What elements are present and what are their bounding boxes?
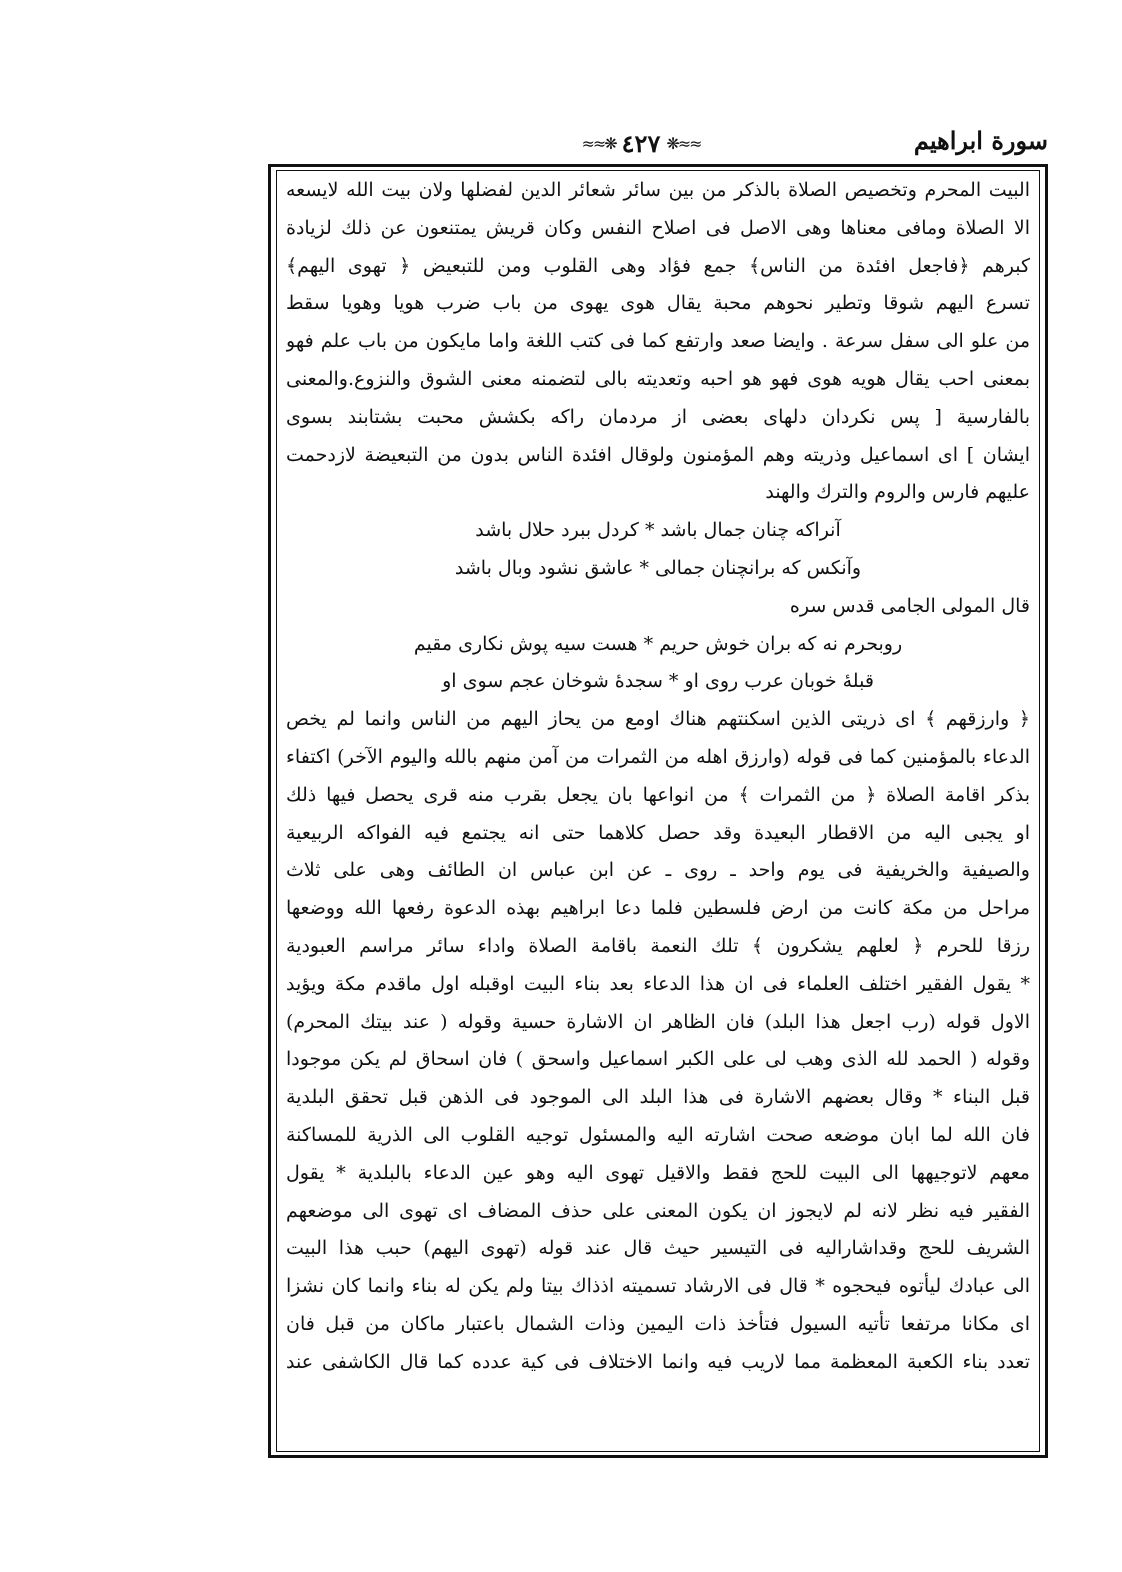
text-line: كبرهم ﴿فاجعل افئدة من الناس﴾ جمع فؤاد وهى القلوب ومن للتبعيض ﴿ تهوى اليهم﴾ — [286, 254, 1030, 277]
page-header — [268, 126, 1048, 162]
text-line: الى عبادك ليأتوه فيحجوه * قال فى الارشاد تسميته اذذاك بيتا ولم يكن له بناء وانما كان نشزا — [286, 1275, 1030, 1298]
attribution-line: قال المولى الجامى قدس سره — [789, 594, 1030, 617]
text-line: ﴿ وارزقهم ﴾ اى ذريتى الذين اسكنتهم هناك اومع من يحاز اليهم من الناس وانما لم يخص — [286, 708, 1030, 731]
surah-name: سورة ابراهيم — [913, 126, 1048, 155]
verse-line: قبلهٔ خوبان عرب روى او * سجدهٔ شوخان عجم سوى او — [442, 670, 874, 693]
text-line: البيت المحرم وتخصيص الصلاة بالذكر من بين سائر شعائر الدين لفضلها ولان بيت الله لايسعه — [286, 179, 1030, 201]
text-line: من علو الى سفل سرعة . وايضا صعد وارتفع كما فى كتب اللغة واما مايكون من باب علم فهو — [286, 330, 1030, 353]
text-line: بالفارسية [ پس نكردان دلهاى بعضى از مردمان راكه بكشش محبت بشتابند بسوى — [286, 405, 1030, 428]
text-line: الا الصلاة ومافى معناها وهى الاصل فى اصلاح النفس وكان قريش يمتنعون عن ذلك لزيادة — [286, 216, 1030, 239]
text-line: الدعاء بالمؤمنين كما فى قوله (وارزق اهله من الثمرات من آمن منهم بالله واليوم الآخر) اكتفاء — [286, 745, 1030, 768]
text-line: * يقول الفقير اختلف العلماء فى ان هذا الدعاء بعد بناء البيت اوقبله اول ماقدم مكة ويؤيد — [286, 972, 1030, 995]
text-line: مراحل من مكة كانت من ارض فلسطين فلما دعا ابراهيم بهذه الدعوة رفعها الله ووضعها — [286, 897, 1030, 920]
text-line: الشريف للحج وقداشاراليه فى التيسير حيث قال عند قوله (تهوى اليهم) حبب هذا البيت — [286, 1237, 1030, 1260]
text-line: اى مكانا مرتفعا تأتيه السيول فتأخذ ذات اليمين وذات الشمال باعتبار ماكان من قبل فان — [286, 1312, 1030, 1335]
text-line: او يجبى اليه من الاقطار البعيدة وقد حصل كلاهما حتى انه يجتمع فيه الفواكه الربيعية — [286, 821, 1030, 844]
text-line: الاول قوله (رب اجعل هذا البلد) فان الظاهر ان الاشارة حسية وقوله ( عند بيتك المحرم) — [286, 1010, 1030, 1033]
text-line: قبل البناء * وقال بعضهم الاشارة فى هذا البلد الى الموجود فى الذهن قبل تحقق البلدية — [286, 1086, 1030, 1109]
verse-line: آنراكه چنان جمال باشد * كردل ببرد حلال باشد — [475, 519, 841, 542]
text-line: الفقير فيه نظر لانه لم لايجوز ان يكون المعنى على حذف المضاف اى تهوى الى موضعهم — [286, 1199, 1030, 1222]
text-line: تسرع اليهم شوقا وتطير نحوهم محبة يقال هوى يهوى من باب ضرب هويا وهويا سقط — [286, 292, 1030, 315]
page-number: ٤٢٧ — [621, 128, 661, 158]
text-line: بذكر اقامة الصلاة ﴿ من الثمرات ﴾ من انواعها بان يجعل بقرب منه قرى يحصل فيها ذلك — [286, 783, 1030, 806]
text-line: وقوله ( الحمد لله الذى وهب لى على الكبر اسماعيل واسحق ) فان اسحاق لم يكن موجودا — [286, 1048, 1030, 1071]
text-line: رزقا للحرم ﴿ لعلهم يشكرون ﴾ تلك النعمة باقامة الصلاة واداء سائر مراسم العبودية — [286, 934, 1030, 957]
text-line: معهم لاتوجيهها الى البيت للحج فقط والاقيل تهوى اليه وهو عين الدعاء بالبلدية * يقول — [286, 1161, 1030, 1184]
text-line: ايشان ] اى اسماعيل وذريته وهم المؤمنون ولوقال افئدة الناس بدون من التبعيضة لازدحمت — [286, 443, 1030, 466]
ornament-left-icon: ≈≈❋ — [581, 133, 616, 153]
verse-line: روبحرم نه كه بران خوش حريم * هست سيه پوش نكارى مقيم — [413, 632, 903, 655]
text-line: بمعنى احب يقال هويه هوى فهو هو احبه وتعديته بالى لتضمنه معنى الشوق والنزوع.والمعنى — [286, 367, 1030, 390]
ornament-right-icon: ❋≈≈ — [666, 133, 701, 153]
text-line: والصيفية والخريفية فى يوم واحد ـ روى ـ عن ابن عباس ان الطائف وهى على ثلاث — [286, 859, 1030, 882]
text-line: فان الله لما ابان موضعه صحت اشارته اليه والمسئول توجيه القلوب الى الذرية للمساكنة — [286, 1123, 1030, 1146]
text-line: عليهم فارس والروم والترك والهند — [765, 481, 1030, 504]
page-number-block — [566, 128, 716, 158]
text-line: تعدد بناء الكعبة المعظمة مما لاريب فيه وانما الاختلاف فى كية عدده كما قال الكاشفى عند — [286, 1350, 1030, 1373]
main-text — [286, 172, 1030, 1382]
verse-line: وآنكس كه برانچنان جمالى * عاشق نشود وبال باشد — [454, 556, 862, 579]
